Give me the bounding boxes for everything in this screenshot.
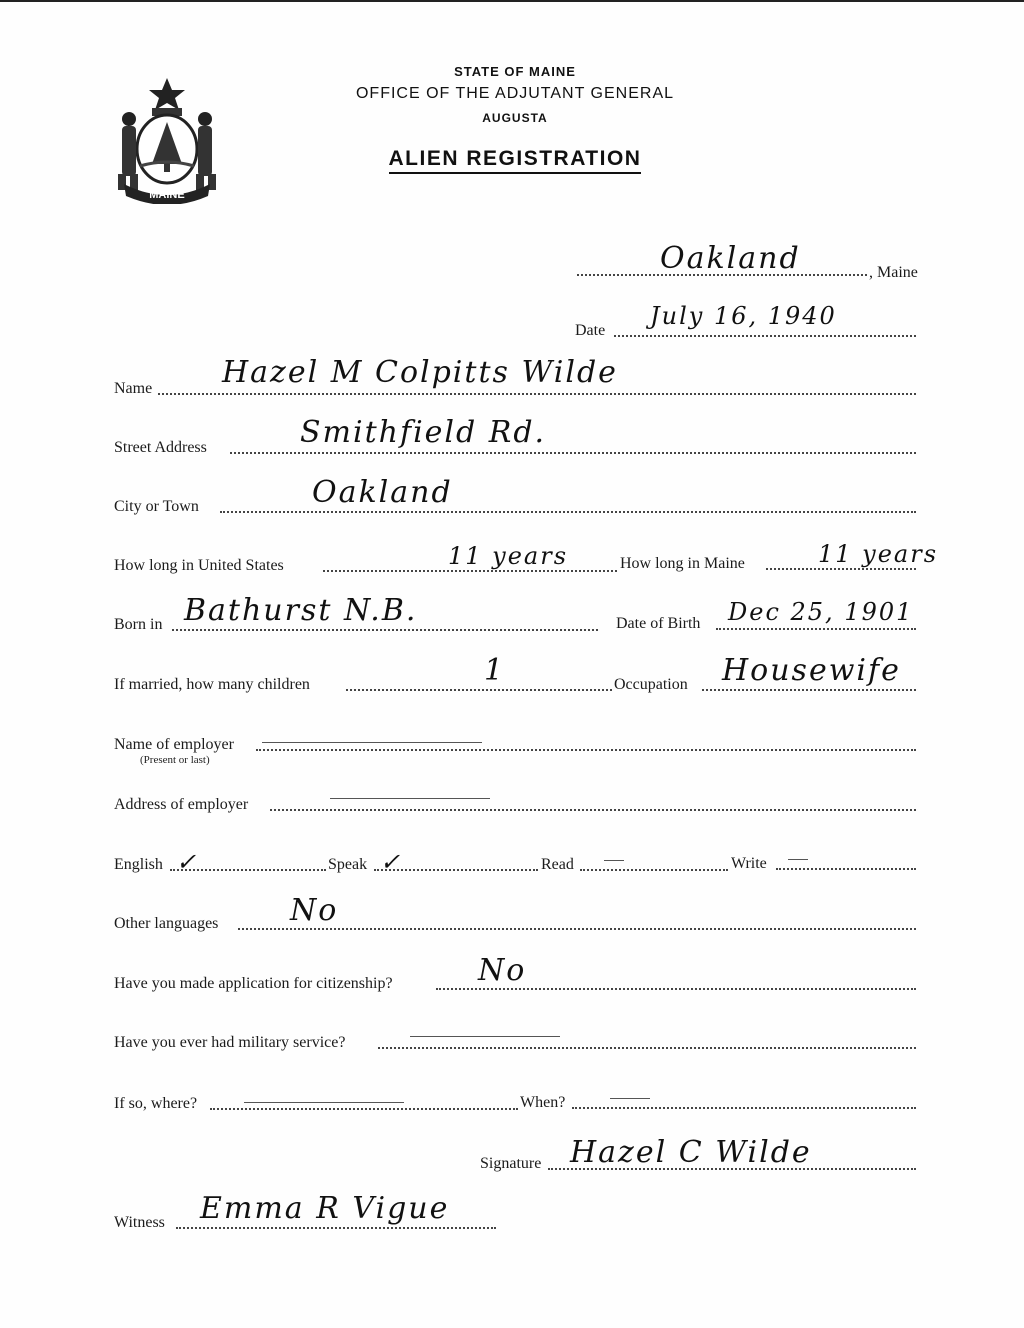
how-long-us-line — [323, 570, 617, 572]
city-line — [220, 511, 916, 513]
form-header — [300, 60, 730, 174]
how-long-us-label: How long in United States — [114, 557, 284, 574]
street-address-label: Street Address — [114, 439, 207, 456]
write-dash — [788, 859, 808, 860]
occupation-value: Housewife — [722, 653, 901, 688]
date-value: July 16, 1940 — [650, 302, 837, 330]
occupation-label: Occupation — [614, 676, 688, 693]
form-title: ALIEN REGISTRATION — [389, 147, 642, 174]
witness-label: Witness — [114, 1214, 165, 1231]
witness-value: Emma R Vigue — [200, 1191, 450, 1226]
employer-note: (Present or last) — [140, 754, 210, 766]
office-heading: OFFICE OF THE ADJUTANT GENERAL — [355, 85, 675, 102]
speak-value: ✓ — [380, 848, 403, 876]
citizenship-label: Have you made application for citizenship? — [114, 975, 393, 992]
street-address-line — [230, 452, 916, 454]
signature-value: Hazel C Wilde — [570, 1135, 812, 1170]
employer-line — [256, 749, 916, 751]
how-long-us-value: 11 years — [448, 542, 569, 570]
citizenship-line — [436, 988, 916, 990]
how-long-maine-label: How long in Maine — [620, 555, 745, 572]
citizenship-value: No — [478, 953, 527, 988]
svg-text:MAINE: MAINE — [149, 189, 185, 201]
state-heading: STATE OF MAINE — [454, 64, 576, 79]
when-dash — [610, 1098, 650, 1099]
city-label: City or Town — [114, 498, 199, 515]
employer-dash — [262, 742, 482, 743]
name-line — [158, 393, 916, 395]
born-in-value: Bathurst N.B. — [184, 593, 418, 628]
military-dash — [410, 1036, 560, 1037]
military-label: Have you ever had military service? — [114, 1034, 346, 1051]
write-label: Write — [731, 855, 767, 872]
children-label: If married, how many children — [114, 676, 310, 693]
children-value: 1 — [484, 653, 506, 688]
other-languages-value: No — [290, 893, 339, 928]
name-label: Name — [114, 380, 153, 397]
children-line — [346, 689, 612, 691]
when-line — [572, 1107, 916, 1109]
employer-address-line — [270, 809, 916, 811]
read-label: Read — [541, 856, 574, 873]
town-value: Oakland — [660, 241, 801, 276]
signature-label: Signature — [480, 1155, 542, 1172]
city-heading: AUGUSTA — [482, 111, 548, 125]
where-label: If so, where? — [114, 1095, 198, 1112]
write-line — [776, 868, 916, 870]
employer-address-label: Address of employer — [114, 796, 249, 813]
street-address-value: Smithfield Rd. — [300, 415, 547, 450]
occupation-line — [702, 689, 916, 691]
read-dash — [604, 860, 624, 861]
date-label: Date — [575, 322, 606, 339]
maine-suffix-label: , Maine — [869, 264, 918, 281]
city-value: Oakland — [312, 475, 453, 510]
employer-label: Name of employer — [114, 736, 234, 753]
witness-line — [176, 1227, 496, 1229]
born-in-line — [172, 629, 598, 631]
maine-state-seal-icon — [112, 74, 222, 204]
employer-address-dash — [330, 798, 490, 799]
date-of-birth-label: Date of Birth — [616, 615, 701, 632]
english-label: English — [114, 856, 163, 873]
speak-label: Speak — [328, 856, 368, 873]
other-languages-label: Other languages — [114, 915, 219, 932]
military-line — [378, 1047, 916, 1049]
where-dash — [244, 1102, 404, 1103]
read-line — [580, 869, 728, 871]
english-value: ✓ — [176, 848, 199, 876]
how-long-maine-value: 11 years — [818, 540, 939, 568]
name-value: Hazel M Colpitts Wilde — [222, 355, 618, 390]
other-languages-line — [238, 928, 916, 930]
how-long-maine-line — [766, 568, 916, 570]
when-label: When? — [520, 1094, 566, 1111]
date-of-birth-value: Dec 25, 1901 — [728, 598, 914, 626]
where-line — [210, 1108, 518, 1110]
born-in-label: Born in — [114, 616, 163, 633]
date-of-birth-line — [716, 628, 916, 630]
date-line — [614, 335, 916, 337]
